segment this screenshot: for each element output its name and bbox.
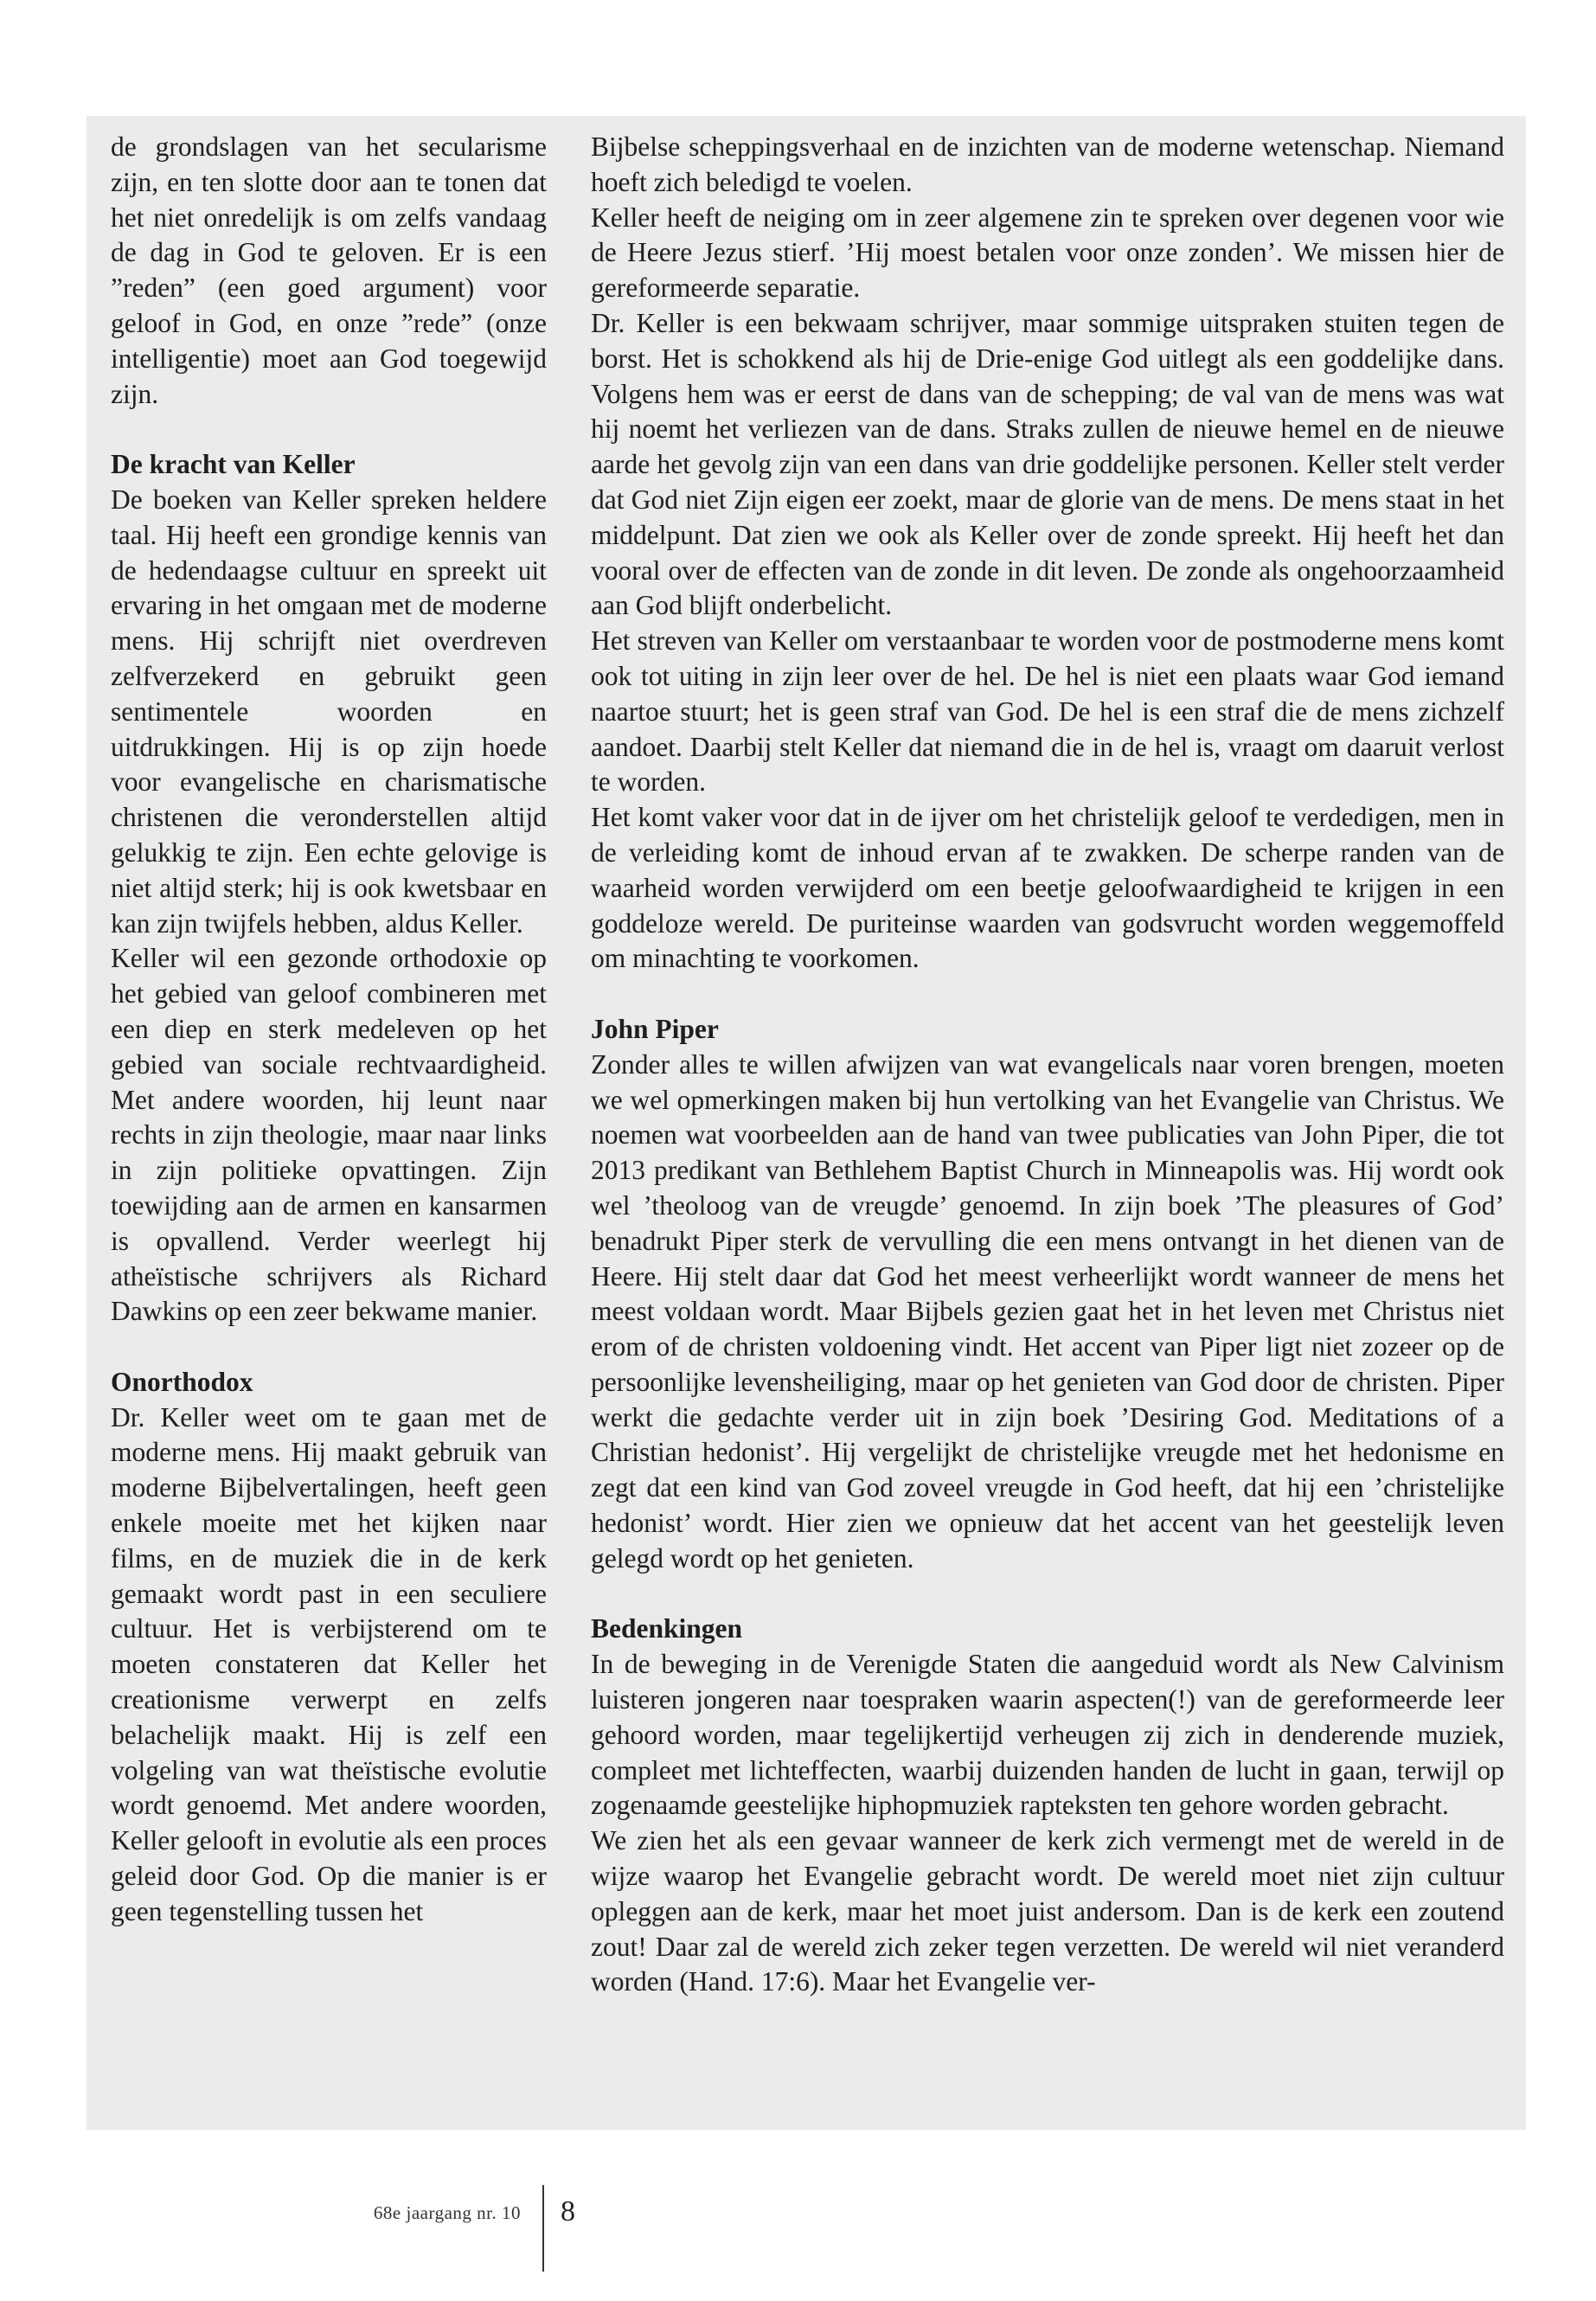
paragraph: Het streven van Keller om verstaanbaar te worden voor de postmoderne mens komt ook tot uiting in zijn leer over de hel. De hel is niet een plaats waar God iemand naartoe stuurt; het is geen straf van God. De hel is een straf die de mens zichzelf aandoet. Daarbij stelt Keller dat niemand die in de hel is, vraagt om daaruit verlost te worden. bbox=[591, 625, 1504, 798]
section-heading-bedenkingen: Bedenkingen bbox=[591, 1613, 743, 1644]
paragraph: We zien het als een gevaar wanneer de kerk zich vermengt met de wereld in de wijze waarop het Evangelie gebracht wordt. De wereld moet niet zijn cultuur opleggen aan de kerk, maar het moet juist andersom. Dan is de kerk een zoutend zout! Daar zal de wereld zich zeker tegen verzetten. De wereld wil niet veranderd worden (Hand. 17:6). Maar het Evangelie ver- bbox=[591, 1825, 1504, 1997]
issue-label: 68e jaargang nr. 10 bbox=[373, 2202, 521, 2223]
paragraph: De boeken van Keller spreken heldere taal. Hij heeft een grondige kennis van de hedendaagse cultuur en spreekt uit ervaring in het omgaan met de moderne mens. Hij schrijft niet overdreven zelfverzekerd en gebruikt geen sentimentele woorden en uitdrukkingen. Hij is op zijn hoede voor evangelische en charismatische christenen die veronderstellen altijd gelukkig te zijn. Een echte gelovige is niet altijd sterk; hij is ook kwetsbaar en kan zijn twijfels hebben, aldus Keller. bbox=[111, 484, 547, 939]
page-number: 8 bbox=[561, 2195, 575, 2227]
page-footer bbox=[0, 2185, 1596, 2272]
paragraph: de grondslagen van het secularisme zijn, en ten slotte door aan te tonen dat het niet onredelijk is om zelfs vandaag de dag in God te geloven. Er is een ”reden” (een goed argument) voor geloof in God, en onze ”rede” (onze intelligentie) moet aan God toegewijd zijn. bbox=[111, 131, 547, 409]
section-heading-kracht-van-keller: De kracht van Keller bbox=[111, 449, 356, 480]
paragraph: Het komt vaker voor dat in de ijver om het christelijk geloof te verdedigen, men in de verleiding komt de inhoud ervan af te zwakken. De scherpe randen van de waarheid worden verwijderd om een beetje geloofwaardigheid te krijgen in een goddeloze wereld. De puriteinse waarden van godsvrucht worden weggemoffeld om minachting te voorkomen. bbox=[591, 802, 1504, 974]
paragraph: In de beweging in de Verenigde Staten die aangeduid wordt als New Calvinism luisteren jongeren naar toespraken waarin aspecten(!) van de gereformeerde leer gehoord worden, maar tegelijkertijd verheugen zij zich in denderende muziek, compleet met lichteffecten, waarbij duizenden handen de lucht in gaan, terwijl op zogenaamde geestelijke hiphopmuziek rapteksten ten gehore worden gebracht. bbox=[591, 1649, 1504, 1821]
paragraph: Dr. Keller weet om te gaan met de moderne mens. Hij maakt gebruik van moderne Bijbelvertalingen, heeft geen enkele moeite met het kijken naar films, en de muziek die in de kerk gemaakt wordt past in een seculiere cultuur. Het is verbijsterend om te moeten constateren dat Keller het creationisme verwerpt en zelfs belachelijk maakt. Hij is zelf een volgeling van wat theïstische evolutie wordt genoemd. Met andere woorden, Keller gelooft in evolutie als een proces geleid door God. Op die manier is er geen tegenstelling tussen het bbox=[111, 1401, 547, 1926]
paragraph: Zonder alles te willen afwijzen van wat evangelicals naar voren brengen, moeten we wel opmerkingen maken bij hun vertolking van het Evangelie van Christus. We noemen wat voorbeelden aan de hand van twee publicaties van John Piper, die tot 2013 predikant van Bethlehem Baptist Church in Minneapolis was. Hij wordt ook wel ’theoloog van de vreugde’ genoemd. In zijn boek ’The pleasures of God’ benadrukt Piper sterk de vervulling die een mens ontvangt in het dienen van de Heere. Hij stelt daar dat God het meest verheerlijkt wordt wanneer de mens het meest voldaan wordt. Maar Bijbels gezien gaat het in het leven met Christus niet erom of de christen voldoening vindt. Het accent van Piper ligt niet zozeer op de persoonlijke levensheiliging, maar op het genieten van God door de christen. Piper werkt die gedachte verder uit in zijn boek ’Desiring God. Meditations of a Christian hedonist’. Hij vergelijkt de christelijke vreugde met het hedonisme en zegt dat een kind van God zoveel vreugde in God heeft, dat hij een ’christelijke hedonist’ wordt. Hier zien we opnieuw dat het accent van het geestelijk leven gelegd wordt op het genieten. bbox=[591, 1048, 1504, 1574]
right-column bbox=[591, 130, 1504, 2000]
section-heading-john-piper: John Piper bbox=[591, 1013, 719, 1044]
paragraph: Bijbelse scheppingsverhaal en de inzichten van de moderne wetenschap. Niemand hoeft zich beledigd te voelen. bbox=[591, 131, 1504, 197]
paragraph: Keller wil een gezonde orthodoxie op het gebied van geloof combineren met een diep en sterk medeleven op het gebied van sociale rechtvaardigheid. Met andere woorden, hij leunt naar rechts in zijn theologie, maar naar links in zijn politieke opvattingen. Zijn toewijding aan de armen en kansarmen is opvallend. Verder weerlegt hij atheïstische schrijvers als Richard Dawkins op een zeer bekwame manier. bbox=[111, 943, 547, 1327]
paragraph-spacer bbox=[111, 1330, 547, 1365]
paragraph-spacer bbox=[111, 412, 547, 447]
paragraph: Dr. Keller is een bekwaam schrijver, maar sommige uitspraken stuiten tegen de borst. Het is schokkend als hij de Drie-enige God uitlegt als een goddelijke dans. Volgens hem was er eerst de dans van de schepping; de val van de mens was wat hij noemt het verliezen van de dans. Straks zullen de nieuwe hemel en de nieuwe aarde het gevolg zijn van een dans van drie goddelijke personen. Keller stelt verder dat God niet Zijn eigen eer zoekt, maar de glorie van de mens. De mens staat in het middelpunt. Dat zien we ook als Keller over de zonde spreekt. Hij heeft het dan vooral over de effecten van de zonde in dit leven. De zonde als ongehoorzaamheid aan God blijft onderbelicht. bbox=[591, 307, 1504, 621]
left-column bbox=[111, 130, 547, 1930]
paragraph-spacer bbox=[591, 1577, 1504, 1612]
footer-divider bbox=[542, 2185, 544, 2272]
paragraph-spacer bbox=[591, 977, 1504, 1012]
paragraph: Keller heeft de neiging om in zeer algemene zin te spreken over degenen voor wie de Heere Jezus stierf. ’Hij moest betalen voor onze zonden’. We missen hier de gereformeerde separatie. bbox=[591, 202, 1504, 304]
section-heading-onorthodox: Onorthodox bbox=[111, 1366, 253, 1397]
